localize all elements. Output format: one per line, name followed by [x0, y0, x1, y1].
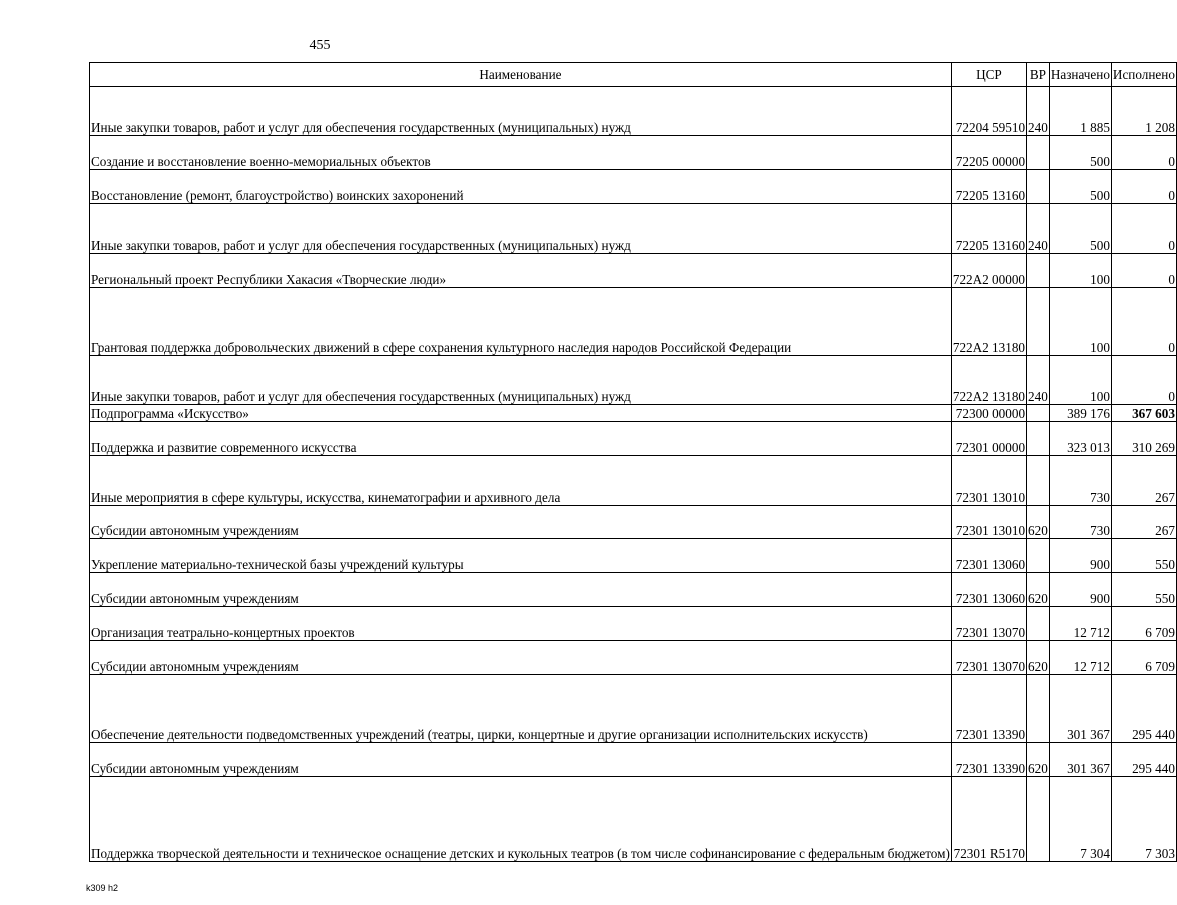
row-csr: 72301 13060 — [951, 539, 1026, 573]
header-csr: ЦСР — [951, 63, 1026, 87]
row-name: Иные закупки товаров, работ и услуг для обеспечения государственных (муниципальных) нужд — [90, 87, 952, 136]
row-executed: 0 — [1111, 288, 1176, 356]
row-assigned: 389 176 — [1049, 405, 1111, 422]
row-csr: 72301 13070 — [951, 641, 1026, 675]
row-vr — [1027, 456, 1050, 506]
row-executed: 0 — [1111, 204, 1176, 254]
row-executed: 310 269 — [1111, 422, 1176, 456]
header-assigned: Назначено — [1049, 63, 1111, 87]
table-row — [90, 641, 1177, 675]
table-row — [90, 607, 1177, 641]
table-row — [90, 539, 1177, 573]
page-number: 455 — [309, 38, 331, 53]
row-assigned: 730 — [1049, 456, 1111, 506]
row-name: Региональный проект Республики Хакасия «Творческие люди» — [90, 254, 952, 288]
row-vr — [1027, 254, 1050, 288]
row-vr — [1027, 607, 1050, 641]
row-name: Грантовая поддержка добровольческих движений в сфере сохранения культурного наследия народов Российской Федерации — [90, 288, 952, 356]
row-csr: 72301 13010 — [951, 506, 1026, 539]
row-assigned: 900 — [1049, 573, 1111, 607]
table-row — [90, 405, 1177, 422]
table-row — [90, 506, 1177, 539]
table-row — [90, 422, 1177, 456]
row-executed: 267 — [1111, 506, 1176, 539]
row-vr — [1027, 422, 1050, 456]
row-assigned: 500 — [1049, 170, 1111, 204]
row-name: Восстановление (ремонт, благоустройство) воинских захоронений — [90, 170, 952, 204]
row-csr: 72301 13060 — [951, 573, 1026, 607]
row-vr — [1027, 288, 1050, 356]
row-executed: 0 — [1111, 136, 1176, 170]
table-row — [90, 777, 1177, 862]
row-vr — [1027, 675, 1050, 743]
row-vr: 620 — [1027, 641, 1050, 675]
row-assigned: 730 — [1049, 506, 1111, 539]
row-vr: 240 — [1027, 356, 1050, 405]
row-assigned: 1 885 — [1049, 87, 1111, 136]
table-row — [90, 204, 1177, 254]
table-row — [90, 170, 1177, 204]
row-csr: 72204 59510 — [951, 87, 1026, 136]
row-vr: 620 — [1027, 573, 1050, 607]
row-name: Иные закупки товаров, работ и услуг для обеспечения государственных (муниципальных) нужд — [90, 204, 952, 254]
row-name: Субсидии автономным учреждениям — [90, 573, 952, 607]
table-row — [90, 87, 1177, 136]
row-executed: 550 — [1111, 573, 1176, 607]
row-assigned: 100 — [1049, 254, 1111, 288]
row-csr: 72301 13070 — [951, 607, 1026, 641]
row-csr: 722A2 00000 — [951, 254, 1026, 288]
row-vr: 240 — [1027, 87, 1050, 136]
row-name: Создание и восстановление военно-мемориальных объектов — [90, 136, 952, 170]
row-executed: 550 — [1111, 539, 1176, 573]
table-row — [90, 456, 1177, 506]
row-csr: 72301 13010 — [951, 456, 1026, 506]
row-vr: 620 — [1027, 506, 1050, 539]
table-row — [90, 675, 1177, 743]
row-name: Подпрограмма «Искусство» — [90, 405, 952, 422]
row-name: Субсидии автономным учреждениям — [90, 641, 952, 675]
row-vr — [1027, 136, 1050, 170]
row-assigned: 500 — [1049, 136, 1111, 170]
row-vr — [1027, 170, 1050, 204]
row-name: Обеспечение деятельности подведомственных учреждений (театры, цирки, концертные и другие организации исполнительских искусств) — [90, 675, 952, 743]
row-name: Поддержка творческой деятельности и техническое оснащение детских и кукольных театров (в том числе софинансирование с федеральным бюджетом) — [90, 777, 952, 862]
table-row — [90, 136, 1177, 170]
row-csr: 72301 13390 — [951, 675, 1026, 743]
row-vr — [1027, 539, 1050, 573]
row-csr: 72205 00000 — [951, 136, 1026, 170]
row-vr: 240 — [1027, 204, 1050, 254]
header-vr: ВР — [1027, 63, 1050, 87]
row-executed: 0 — [1111, 356, 1176, 405]
row-assigned: 301 367 — [1049, 675, 1111, 743]
row-vr — [1027, 405, 1050, 422]
row-csr: 722A2 13180 — [951, 356, 1026, 405]
row-csr: 72205 13160 — [951, 170, 1026, 204]
row-assigned: 12 712 — [1049, 607, 1111, 641]
row-assigned: 900 — [1049, 539, 1111, 573]
footer-code: k309 h2 — [86, 883, 119, 893]
table-row — [90, 743, 1177, 777]
row-executed: 6 709 — [1111, 607, 1176, 641]
table-row — [90, 356, 1177, 405]
row-assigned: 7 304 — [1049, 777, 1111, 862]
row-executed: 6 709 — [1111, 641, 1176, 675]
table-header-row — [90, 63, 1177, 87]
row-csr: 72300 00000 — [951, 405, 1026, 422]
row-assigned: 12 712 — [1049, 641, 1111, 675]
row-executed: 295 440 — [1111, 743, 1176, 777]
row-assigned: 100 — [1049, 288, 1111, 356]
row-vr: 620 — [1027, 743, 1050, 777]
row-assigned: 301 367 — [1049, 743, 1111, 777]
row-executed: 267 — [1111, 456, 1176, 506]
row-csr: 72301 R5170 — [951, 777, 1026, 862]
row-assigned: 323 013 — [1049, 422, 1111, 456]
row-csr: 72301 13390 — [951, 743, 1026, 777]
row-csr: 722A2 13180 — [951, 288, 1026, 356]
header-executed: Исполнено — [1111, 63, 1176, 87]
row-name: Субсидии автономным учреждениям — [90, 743, 952, 777]
row-executed: 7 303 — [1111, 777, 1176, 862]
table-row — [90, 573, 1177, 607]
row-executed: 367 603 — [1111, 405, 1176, 422]
row-assigned: 100 — [1049, 356, 1111, 405]
row-executed: 0 — [1111, 254, 1176, 288]
row-name: Иные закупки товаров, работ и услуг для обеспечения государственных (муниципальных) нужд — [90, 356, 952, 405]
table-row — [90, 254, 1177, 288]
row-csr: 72205 13160 — [951, 204, 1026, 254]
row-csr: 72301 00000 — [951, 422, 1026, 456]
row-name: Субсидии автономным учреждениям — [90, 506, 952, 539]
row-executed: 1 208 — [1111, 87, 1176, 136]
row-executed: 0 — [1111, 170, 1176, 204]
budget-table — [89, 62, 1177, 862]
row-name: Укрепление материально-технической базы учреждений культуры — [90, 539, 952, 573]
table-row — [90, 288, 1177, 356]
row-name: Иные мероприятия в сфере культуры, искусства, кинематографии и архивного дела — [90, 456, 952, 506]
row-name: Организация театрально-концертных проектов — [90, 607, 952, 641]
row-assigned: 500 — [1049, 204, 1111, 254]
header-name: Наименование — [90, 63, 952, 87]
row-name: Поддержка и развитие современного искусства — [90, 422, 952, 456]
row-executed: 295 440 — [1111, 675, 1176, 743]
row-vr — [1027, 777, 1050, 862]
